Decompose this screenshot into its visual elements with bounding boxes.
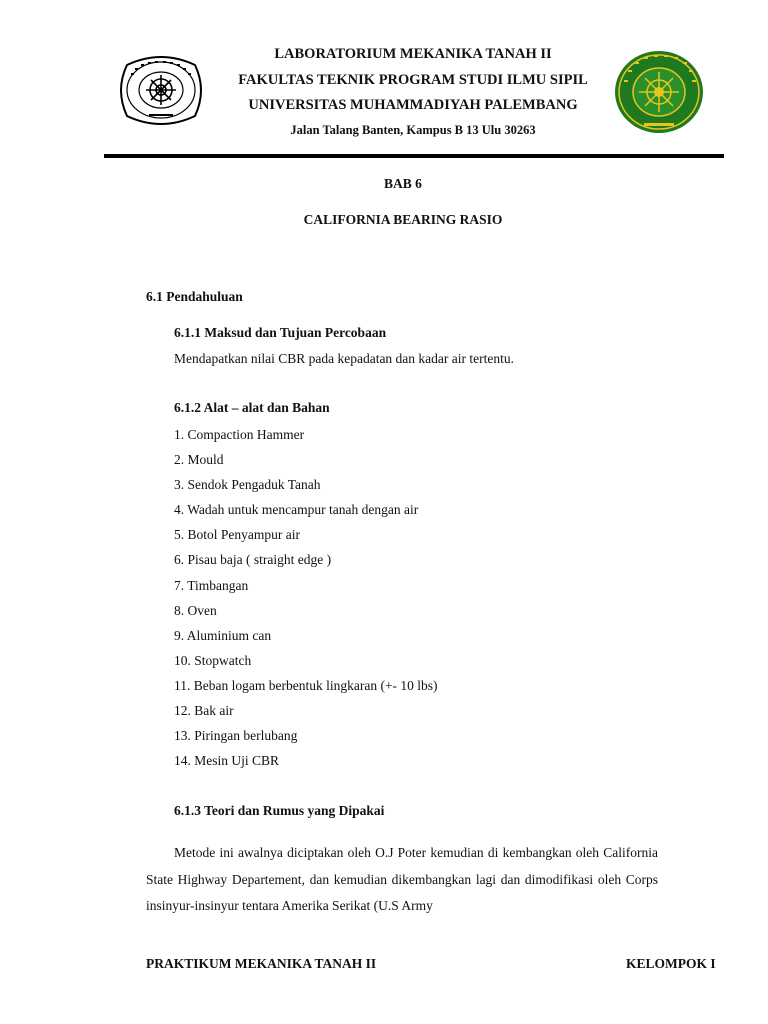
list-item: 4. Wadah untuk mencampur tanah dengan air	[174, 502, 419, 518]
list-item: 13. Piringan berlubang	[174, 728, 298, 744]
subsection-3-title: 6.1.3 Teori dan Rumus yang Dipakai	[174, 803, 385, 818]
list-item: 1. Compaction Hammer	[174, 427, 305, 442]
chapter-label: BAB 6	[384, 176, 422, 191]
subsection-1-title: 6.1.1 Maksud dan Tujuan Percobaan	[174, 325, 387, 340]
list-item: 6. Pisau baja ( straight edge )	[174, 552, 332, 568]
list-item: 5. Botol Penyampur air	[174, 527, 300, 543]
subsection-3-text: Metode ini awalnya diciptakan oleh O.J Poter kemudian di kembangkan oleh California State Highway Departement, dan kemudian dikembangkan lagi dan dimodifikasi oleh Corps insinyur-insinyur tentara Amerika Serikat (U.S Army	[146, 845, 658, 913]
header-lab-name: LABORATORIUM MEKANIKA TANAH II	[274, 46, 552, 62]
subsection-2-title: 6.1.2 Alat – alat dan Bahan	[174, 400, 330, 415]
header-faculty: FAKULTAS TEKNIK PROGRAM STUDI ILMU SIPIL	[238, 72, 588, 88]
list-item: 14. Mesin Uji CBR	[174, 753, 280, 769]
header-university: UNIVERSITAS MUHAMMADIYAH PALEMBANG	[248, 97, 578, 113]
list-item: 7. Timbangan	[174, 577, 249, 593]
list-item: 9. Aluminium can	[174, 627, 272, 643]
list-item: 11. Beban logam berbentuk lingkaran (+- 10 lbs)	[174, 677, 438, 693]
faculty-seal-icon	[117, 53, 205, 128]
footer-course: PRAKTIKUM MEKANIKA TANAH II	[146, 956, 377, 971]
header-divider	[104, 154, 724, 158]
header-address: Jalan Talang Banten, Kampus B 13 Ulu 30263	[290, 123, 536, 137]
list-item: 2. Mould	[174, 452, 224, 468]
list-item: 3. Sendok Pengaduk Tanah	[174, 477, 321, 493]
list-item: 8. Oven	[174, 602, 217, 618]
subsection-1-text: Mendapatkan nilai CBR pada kepadatan dan kadar air tertentu.	[174, 351, 514, 366]
footer-group: KELOMPOK I	[626, 956, 716, 971]
equipment-list	[174, 426, 438, 777]
list-item: 10. Stopwatch	[174, 652, 252, 668]
chapter-title: CALIFORNIA BEARING RASIO	[303, 212, 503, 227]
list-item: 12. Bak air	[174, 703, 234, 719]
section-title: 6.1 Pendahuluan	[146, 289, 243, 304]
